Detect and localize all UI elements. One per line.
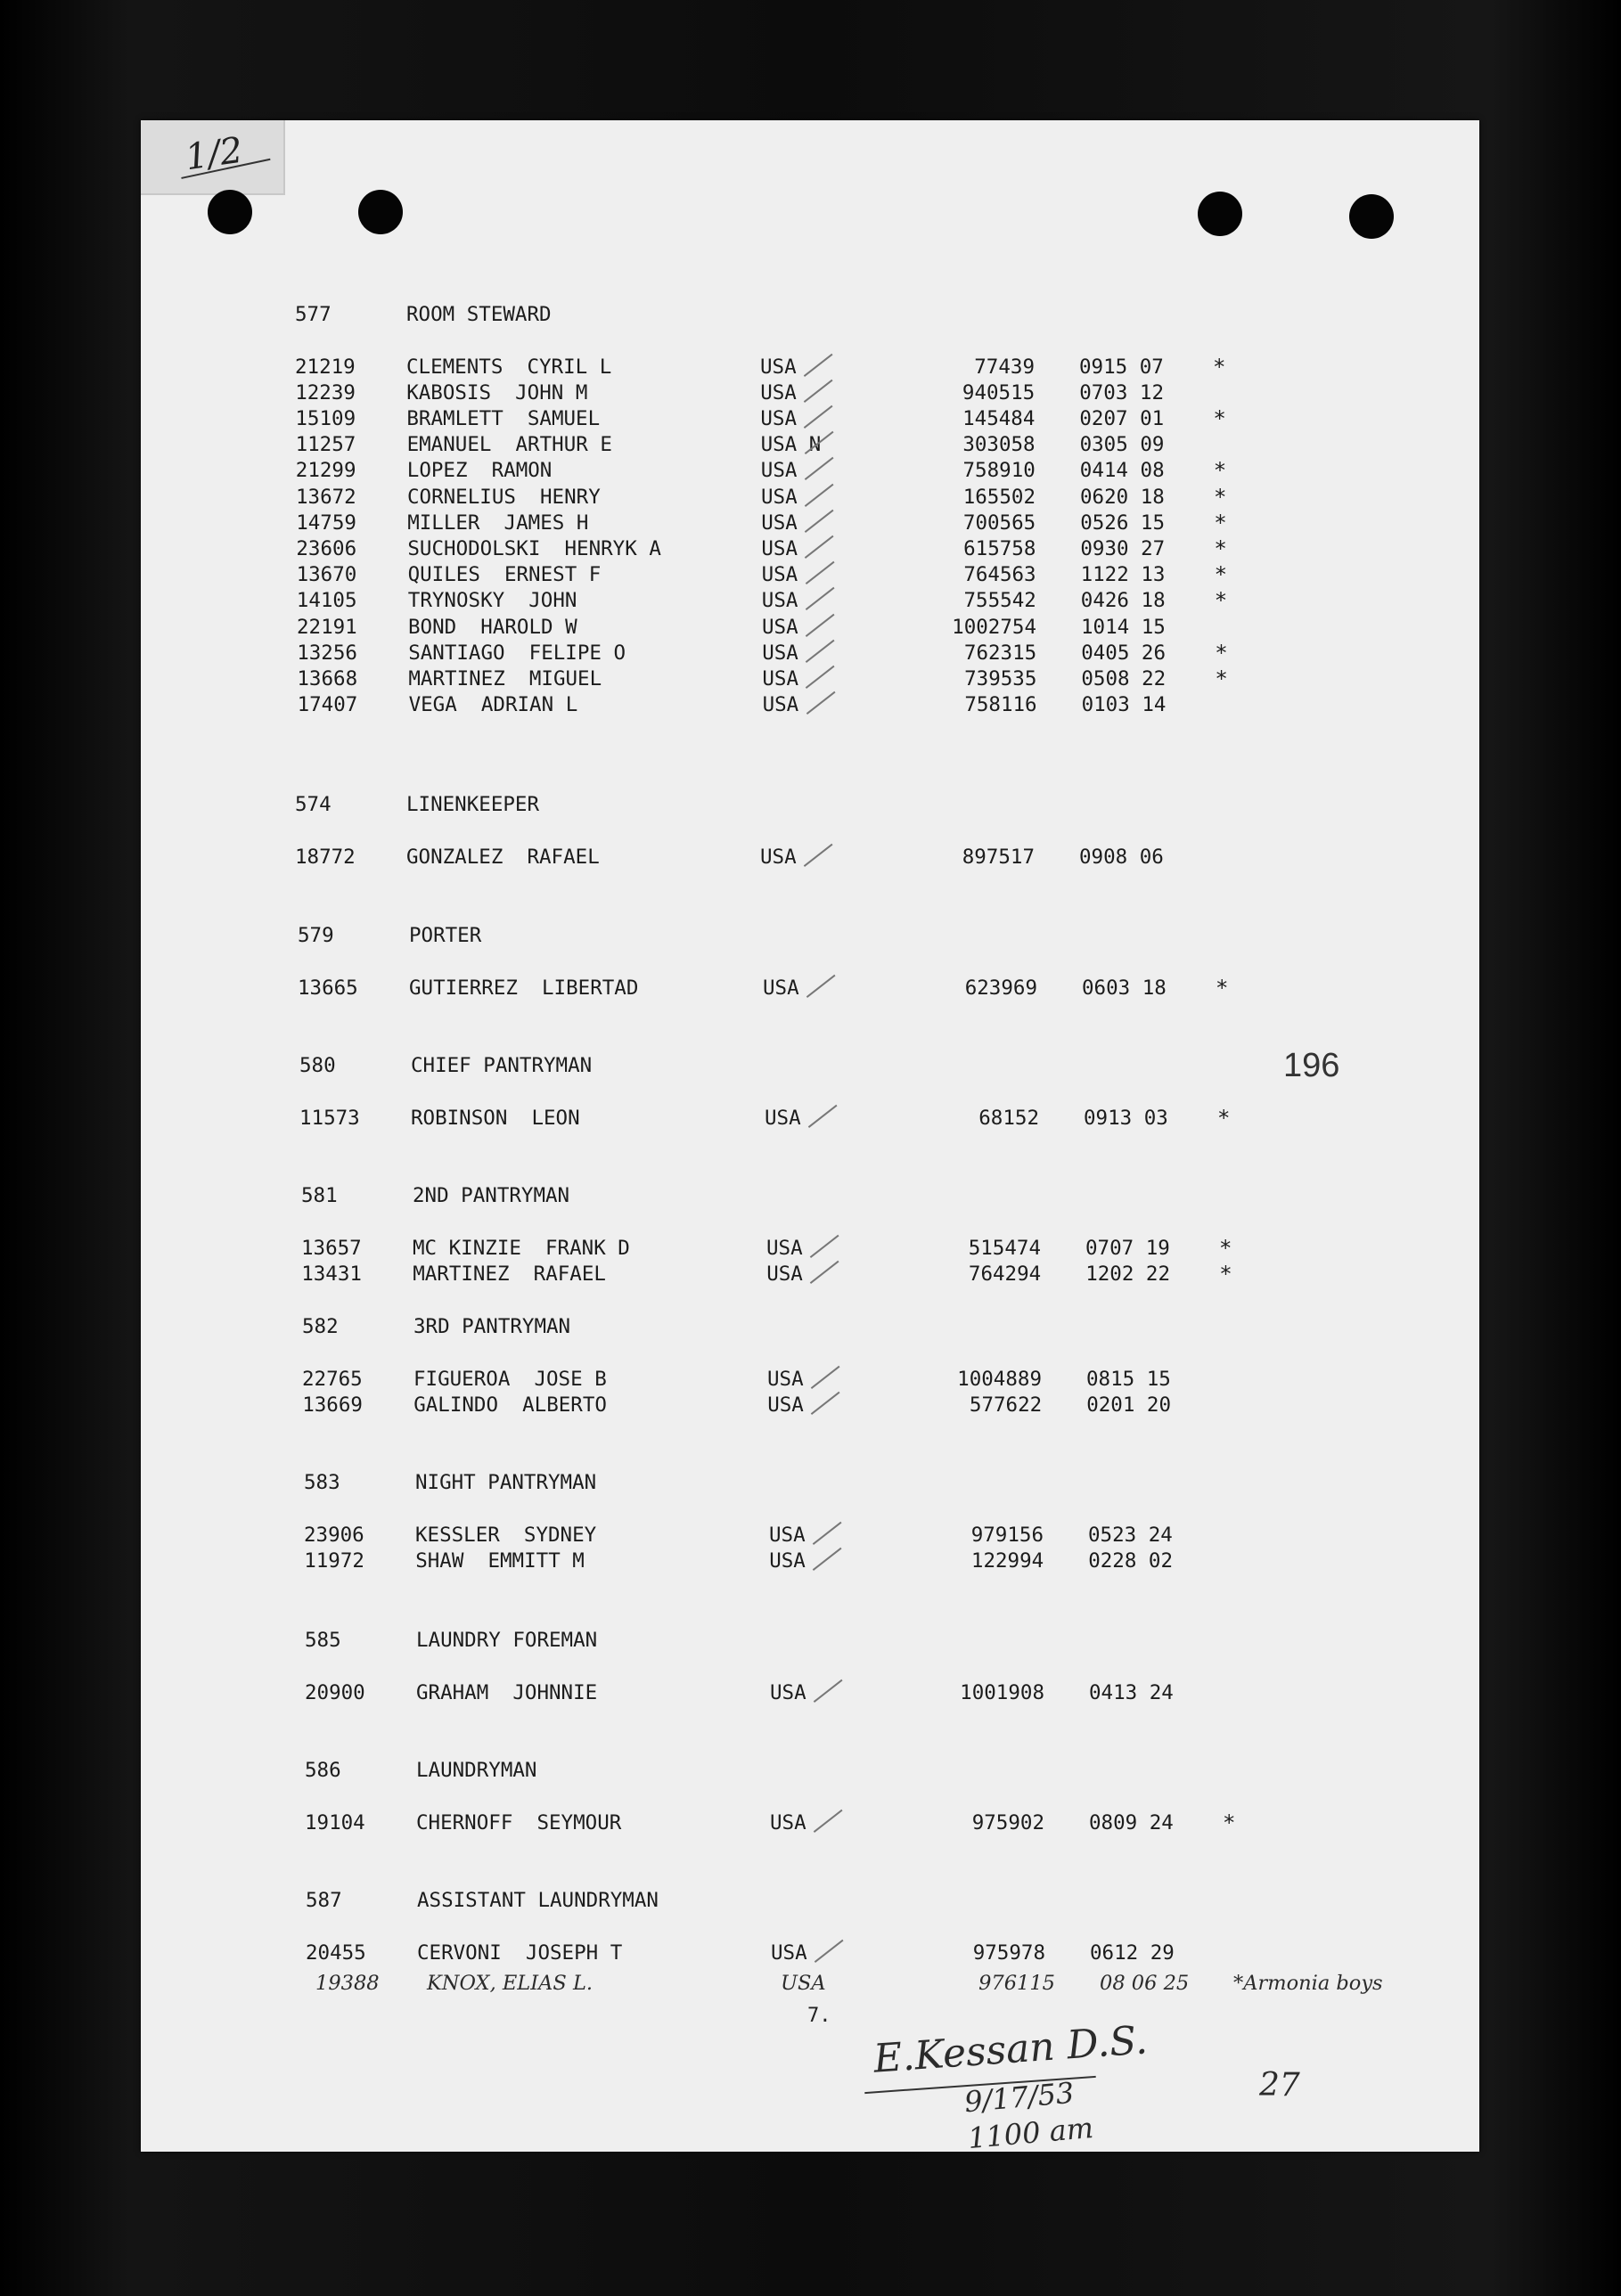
section-code: 579: [298, 924, 334, 947]
section-code: 581: [301, 1184, 338, 1207]
crew-nationality: USA: [766, 1262, 803, 1286]
crew-nationality: USA: [767, 1367, 804, 1391]
crew-number: 897517: [962, 845, 1035, 869]
crew-nationality: USA: [761, 589, 798, 613]
crew-row: [301, 1235, 1264, 1262]
crew-mark: *: [1214, 510, 1227, 535]
section-code: 582: [302, 1315, 339, 1338]
crew-date: 0809 24: [1089, 1810, 1174, 1834]
crew-id: 12239: [295, 380, 356, 404]
section-title: 3RD PANTRYMAN: [413, 1315, 571, 1338]
check-mark-icon: [801, 1922, 844, 1962]
crew-row: [297, 587, 1259, 614]
crew-number: 762315: [963, 641, 1037, 665]
section-code: 580: [299, 1054, 336, 1077]
crew-id: 11972: [304, 1548, 364, 1573]
section-title: ROOM STEWARD: [406, 303, 552, 326]
page-number: 7.: [807, 2005, 831, 2027]
folio-stamp: 196: [1283, 1047, 1340, 1084]
crew-name: KABOSIS JOHN M: [406, 380, 588, 404]
crew-mark: *: [1217, 1105, 1231, 1131]
crew-name: TRYNOSKY JOHN: [407, 589, 577, 613]
crew-mark: *: [1215, 666, 1228, 691]
crew-name: FIGUEROA JOSE B: [413, 1367, 607, 1391]
crew-date: 0207 01: [1079, 406, 1165, 430]
crew-id: 13657: [301, 1236, 362, 1260]
section-code: 574: [295, 793, 332, 816]
crew-nationality: USA: [762, 693, 799, 717]
crew-date: 0508 22: [1081, 666, 1167, 690]
crew-nationality: USA: [781, 1972, 826, 1995]
crew-nationality: USA: [762, 641, 798, 665]
crew-name: MC KINZIE FRANK D: [413, 1236, 630, 1260]
check-mark-icon: [790, 826, 833, 866]
crew-row: [306, 1940, 1268, 1966]
crew-name: GONZALEZ RAFAEL: [406, 845, 600, 869]
section-code: 585: [305, 1629, 341, 1652]
crew-row: [296, 535, 1258, 562]
section-title: 2ND PANTRYMAN: [413, 1184, 570, 1207]
crew-name: ROBINSON LEON: [411, 1106, 580, 1130]
crew-number: 940515: [962, 380, 1036, 404]
section-code: 587: [306, 1889, 342, 1912]
crew-id: 14105: [296, 589, 357, 613]
crew-name: GUTIERREZ LIBERTAD: [409, 976, 639, 1000]
section-code: 583: [304, 1471, 340, 1494]
crew-id: 13670: [296, 563, 357, 587]
document-sheet: [141, 120, 1479, 2156]
crew-nationality: USA: [760, 459, 798, 483]
crew-date: 0930 27: [1080, 536, 1166, 560]
crew-row: [296, 457, 1258, 484]
crew-row: [295, 380, 1257, 406]
crew-id: 21219: [295, 355, 356, 379]
crew-id: 18772: [295, 845, 356, 869]
crew-mark: *: [1213, 354, 1226, 380]
crew-name: KESSLER SYDNEY: [415, 1523, 597, 1547]
crew-nationality: USA: [771, 1941, 807, 1965]
crew-id: 11573: [299, 1106, 360, 1130]
crew-number: 77439: [974, 355, 1035, 379]
section-title: LINENKEEPER: [406, 793, 540, 816]
crew-id: 13256: [297, 641, 357, 665]
crew-row: [297, 666, 1259, 692]
crew-id: 22191: [297, 615, 357, 639]
crew-date: 0913 03: [1084, 1106, 1168, 1130]
crew-date: 0305 09: [1079, 433, 1165, 457]
crew-number: 758116: [964, 693, 1037, 717]
crew-name: BRAMLETT SAMUEL: [406, 406, 601, 430]
crew-id: 20455: [306, 1941, 366, 1965]
crew-date: 0815 15: [1086, 1367, 1171, 1391]
crew-date: 0413 24: [1089, 1680, 1174, 1704]
crew-date: 08 06 25: [1100, 1972, 1190, 1995]
crew-mark: *: [1219, 1235, 1232, 1261]
crew-row: [296, 510, 1258, 536]
crew-number: 145484: [962, 406, 1036, 430]
crew-number: 165502: [962, 485, 1036, 509]
crew-nationality: USA: [761, 563, 798, 587]
crew-name: LOPEZ RAMON: [406, 459, 553, 483]
crew-id: 22765: [302, 1367, 363, 1391]
crew-mark: *: [1213, 405, 1226, 431]
crew-date: 1202 22: [1085, 1262, 1171, 1286]
crew-date: 0526 15: [1080, 511, 1166, 535]
crew-row: [302, 1366, 1265, 1393]
check-mark-icon: [795, 1087, 838, 1127]
crew-mark: *: [1223, 1810, 1236, 1835]
handwritten-row: [315, 1970, 1383, 1997]
crew-name: CLEMENTS CYRIL L: [406, 355, 612, 379]
section-title: NIGHT PANTRYMAN: [415, 1471, 597, 1494]
crew-id: 15109: [295, 406, 356, 430]
crew-mark: *: [1216, 975, 1229, 1001]
punch-hole-3: [1198, 192, 1242, 236]
crew-date: 0201 20: [1086, 1393, 1172, 1417]
crew-id: 19388: [315, 1972, 380, 1995]
crew-mark: *: [1214, 562, 1228, 588]
crew-row: [305, 1679, 1267, 1706]
crew-row: [305, 1810, 1267, 1836]
margin-note: 27: [1259, 2067, 1300, 2104]
crew-id: 13668: [297, 666, 358, 690]
crew-nationality: USA: [770, 1810, 806, 1834]
crew-nationality: USA: [767, 1393, 804, 1417]
crew-row: [297, 561, 1259, 588]
crew-date: 0405 26: [1081, 641, 1167, 665]
crew-number: 739535: [964, 666, 1037, 690]
crew-number: 1002754: [952, 615, 1036, 639]
crew-number: 976115: [978, 1972, 1055, 1995]
check-mark-icon: [800, 1792, 843, 1832]
crew-date: 0908 06: [1079, 845, 1164, 869]
crew-name: MARTINEZ MIGUEL: [408, 666, 602, 690]
signature: E.Kessan D.S.: [872, 2017, 1150, 2082]
crew-row: [297, 640, 1259, 666]
crew-nationality: USA: [760, 355, 797, 379]
crew-nationality: USA: [765, 1106, 801, 1130]
crew-nationality: USA: [761, 536, 798, 560]
check-mark-icon: [793, 957, 836, 997]
crew-nationality: USA N: [760, 433, 822, 457]
crew-id: 13431: [301, 1262, 362, 1286]
crew-date: 1014 15: [1081, 615, 1166, 639]
crew-row: [299, 1105, 1262, 1132]
crew-mark: *: [1219, 1261, 1232, 1287]
crew-number: 577622: [969, 1393, 1043, 1417]
section-code: 586: [305, 1759, 341, 1782]
handwritten-note: *Armonia boys: [1233, 1972, 1383, 1995]
crew-row: [295, 405, 1257, 432]
crew-nationality: USA: [761, 485, 798, 509]
crew-date: 0103 14: [1081, 693, 1167, 717]
crew-nationality: USA: [761, 511, 798, 535]
section-title: LAUNDRY FOREMAN: [416, 1629, 598, 1652]
crew-nationality: USA: [762, 666, 799, 690]
crew-nationality: USA: [769, 1548, 806, 1573]
signature-time: 1100 am: [966, 2110, 1095, 2156]
crew-name: MILLER JAMES H: [407, 511, 589, 535]
crew-id: 13672: [296, 485, 356, 509]
crew-name: KNOX, ELIAS L.: [427, 1972, 594, 1995]
crew-id: 14759: [296, 511, 356, 535]
crew-number: 758910: [962, 459, 1036, 483]
crew-date: 0426 18: [1080, 589, 1166, 613]
crew-nationality: USA: [770, 1680, 806, 1704]
crew-mark: *: [1214, 588, 1228, 614]
crew-name: CHERNOFF SEYMOUR: [416, 1810, 622, 1834]
crew-number: 700565: [962, 511, 1036, 535]
crew-nationality: USA: [766, 1236, 803, 1260]
crew-id: 21299: [295, 459, 356, 483]
section-title: CHIEF PANTRYMAN: [411, 1054, 593, 1077]
section-code: 577: [295, 303, 332, 326]
crew-mark: *: [1215, 640, 1228, 666]
crew-date: 0523 24: [1088, 1523, 1173, 1547]
crew-number: 303058: [962, 433, 1036, 457]
crew-name: QUILES ERNEST F: [407, 563, 602, 587]
crew-row: [295, 844, 1257, 870]
section-title: PORTER: [409, 924, 482, 947]
crew-mark: *: [1214, 484, 1227, 510]
punch-hole-1: [208, 190, 252, 234]
crew-name: GRAHAM JOHNNIE: [416, 1680, 598, 1704]
crew-number: 764563: [963, 563, 1036, 587]
crew-row: [301, 1261, 1264, 1287]
signature-date: 9/17/53: [962, 2075, 1076, 2120]
crew-row: [304, 1548, 1266, 1574]
crew-date: 1122 13: [1080, 563, 1166, 587]
crew-number: 122994: [970, 1548, 1044, 1573]
crew-mark: *: [1214, 535, 1227, 561]
crew-row: [304, 1522, 1266, 1548]
crew-nationality: USA: [760, 406, 798, 430]
corner-tab: [141, 120, 285, 195]
crew-id: 17407: [297, 693, 358, 717]
crew-row: [298, 691, 1260, 718]
crew-number: 975902: [971, 1810, 1044, 1834]
crew-date: 0603 18: [1082, 976, 1167, 1000]
punch-hole-4: [1349, 194, 1394, 239]
crew-row: [295, 354, 1257, 380]
crew-number: 68152: [978, 1106, 1039, 1130]
crew-name: SUCHODOLSKI HENRYK A: [407, 536, 661, 560]
crew-number: 515474: [968, 1236, 1041, 1260]
crew-nationality: USA: [769, 1523, 806, 1547]
crew-nationality: USA: [763, 976, 799, 1000]
crew-date: 0620 18: [1080, 485, 1165, 509]
crew-nationality: USA: [762, 615, 798, 639]
crew-number: 1001908: [960, 1680, 1044, 1704]
crew-number: 615758: [963, 536, 1036, 560]
crew-row: [302, 1392, 1265, 1418]
crew-name: MARTINEZ RAFAEL: [413, 1262, 606, 1286]
crew-id: 11257: [295, 433, 356, 457]
check-mark-icon: [800, 1662, 843, 1702]
crew-row: [297, 614, 1259, 641]
crew-number: 623969: [964, 976, 1037, 1000]
crew-row: [296, 484, 1258, 511]
crew-number: 755542: [963, 589, 1036, 613]
crew-name: CERVONI JOSEPH T: [417, 1941, 623, 1965]
crew-name: SANTIAGO FELIPE O: [408, 641, 626, 665]
crew-name: BOND HAROLD W: [408, 615, 577, 639]
crew-date: 0228 02: [1088, 1548, 1174, 1573]
crew-mark: *: [1213, 458, 1227, 484]
crew-number: 979156: [970, 1523, 1044, 1547]
section-title: LAUNDRYMAN: [416, 1759, 537, 1782]
crew-nationality: USA: [760, 380, 797, 404]
crew-name: GALINDO ALBERTO: [413, 1393, 607, 1417]
crew-date: 0915 07: [1079, 355, 1164, 379]
crew-name: SHAW EMMITT M: [415, 1548, 585, 1573]
crew-date: 0414 08: [1079, 459, 1165, 483]
section-title: ASSISTANT LAUNDRYMAN: [417, 1889, 659, 1912]
crew-row: [298, 975, 1260, 1001]
crew-id: 20900: [305, 1680, 365, 1704]
crew-date: 0612 29: [1090, 1941, 1175, 1965]
crew-id: 19104: [305, 1810, 365, 1834]
punch-hole-2: [358, 190, 403, 234]
crew-name: EMANUEL ARTHUR E: [406, 433, 612, 457]
crew-number: 975978: [972, 1941, 1045, 1965]
crew-id: 13665: [298, 976, 358, 1000]
crew-id: 23906: [304, 1523, 364, 1547]
crew-row: [296, 431, 1258, 458]
corner-mark: 1/2: [183, 129, 246, 179]
crew-name: CORNELIUS HENRY: [407, 485, 601, 509]
crew-id: 23606: [296, 536, 357, 560]
crew-id: 13669: [302, 1393, 363, 1417]
crew-number: 764294: [968, 1262, 1042, 1286]
crew-nationality: USA: [760, 845, 797, 869]
crew-number: 1004889: [957, 1367, 1042, 1391]
crew-date: 0707 19: [1085, 1236, 1170, 1260]
crew-name: VEGA ADRIAN L: [408, 693, 578, 717]
crew-date: 0703 12: [1079, 380, 1165, 404]
